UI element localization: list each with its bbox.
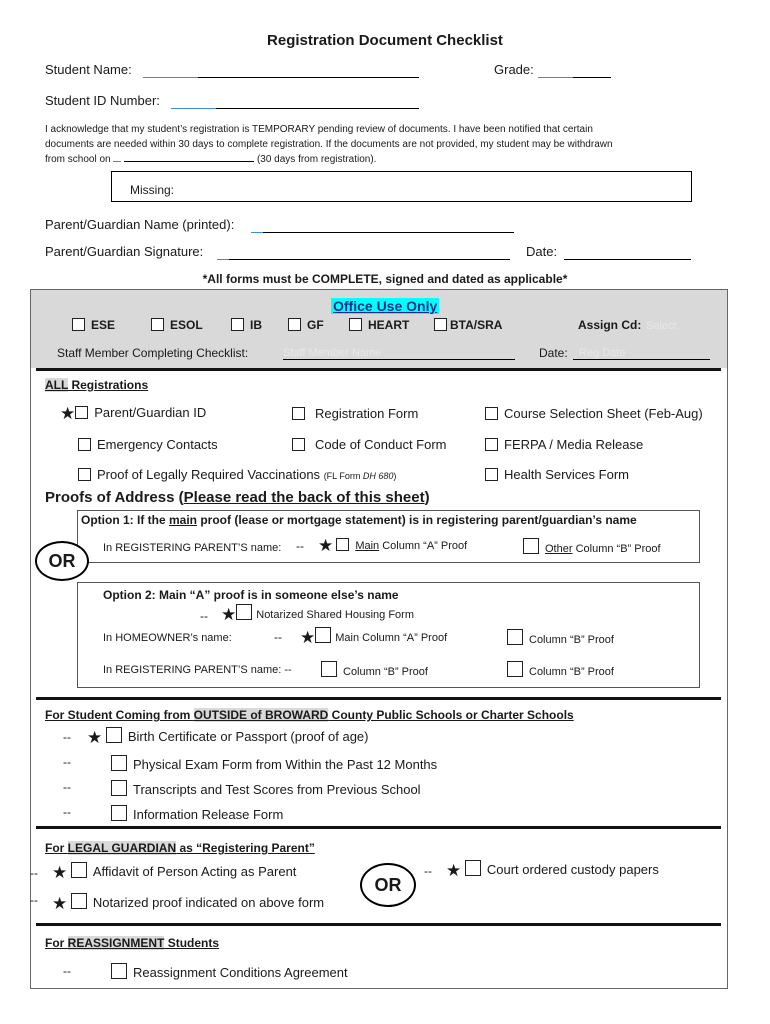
- checkbox[interactable]: [75, 406, 88, 419]
- office-check-ese[interactable]: [72, 317, 115, 332]
- checkbox[interactable]: [78, 468, 91, 481]
- acknowledge-line-1: I acknowledge that my student’s registration is TEMPORARY pending review of documents. I have been notified that certain: [45, 124, 593, 135]
- outside-broward-heading: For Student Coming from OUTSIDE of BROWARD County Public Schools or Charter Schools: [45, 708, 574, 722]
- check-reassignment[interactable]: [111, 963, 348, 980]
- checkbox[interactable]: [71, 862, 87, 878]
- checkbox[interactable]: [507, 629, 523, 645]
- star-icon: ★: [87, 728, 103, 747]
- checkbox[interactable]: [78, 438, 91, 451]
- star-icon: ★: [52, 863, 68, 882]
- grade-label: Grade:: [494, 62, 534, 77]
- dash: --: [424, 864, 432, 878]
- student-id-line: [216, 108, 419, 109]
- item-label: Proof of Legally Required Vaccinations: [97, 467, 321, 482]
- check-info-release[interactable]: [111, 805, 283, 822]
- item-label: Column “B” Proof: [343, 666, 428, 678]
- item-label: Registration Form: [315, 406, 419, 421]
- dash: --: [63, 964, 71, 978]
- section-divider: [36, 826, 721, 829]
- star-icon: ★: [318, 536, 334, 555]
- item-label: Column “B” Proof: [529, 666, 614, 678]
- acknowledge-line-2: documents are needed within 30 days to complete registration. If the documents are not provided, my student may be withdrawn: [45, 139, 613, 150]
- checkbox[interactable]: [485, 438, 498, 451]
- dash: --: [274, 630, 282, 644]
- item-label: Health Services Form: [504, 467, 629, 482]
- checkbox[interactable]: [231, 318, 244, 331]
- heading-highlight: ALL: [45, 378, 69, 392]
- star-icon: ★: [60, 404, 76, 423]
- item-label: FERPA / Media Release: [504, 437, 644, 452]
- staff-member-label: Staff Member Completing Checklist:: [57, 346, 249, 360]
- office-use-title: Office Use Only: [333, 298, 438, 314]
- reg-parent-label: In REGISTERING PARENT’S name: --: [103, 664, 292, 676]
- homeowner-label: In HOMEOWNER’s name:: [103, 632, 232, 644]
- check-affidavit[interactable]: [52, 862, 296, 883]
- vaccination-form-note: (FL Form DH 680): [323, 471, 397, 481]
- check-reg-parent-col-b[interactable]: [321, 661, 428, 678]
- item-label: Emergency Contacts: [97, 437, 218, 452]
- heading-text: Registrations: [68, 378, 149, 392]
- or-badge: OR: [35, 541, 89, 581]
- item-label: Birth Certificate or Passport (proof of age): [127, 729, 369, 744]
- checkbox[interactable]: [111, 963, 127, 979]
- office-check-ib[interactable]: [231, 317, 262, 332]
- item-label: Affidavit of Person Acting as Parent: [92, 864, 297, 879]
- proofs-of-address-heading: Proofs of Address (Please read the back of this sheet): [45, 489, 430, 506]
- check-option-1-main[interactable]: ★ Main Column “A” Proof: [318, 536, 468, 555]
- student-id-field[interactable]: [171, 108, 216, 109]
- checkbox-label: BTA/SRA: [450, 318, 503, 332]
- checkbox[interactable]: [292, 438, 305, 451]
- parent-signature-label: Parent/Guardian Signature:: [45, 244, 204, 259]
- checkbox[interactable]: [507, 661, 523, 677]
- staff-member-field[interactable]: Staff Member Name: [283, 347, 515, 360]
- item-label: Column “B” Proof: [529, 634, 614, 646]
- check-homeowner-main-a[interactable]: [300, 627, 447, 648]
- parent-signature-field[interactable]: [217, 259, 229, 260]
- item-label: Information Release Form: [133, 807, 284, 822]
- missing-box[interactable]: [111, 171, 692, 202]
- reassignment-heading: For REASSIGNMENT Students: [45, 936, 220, 950]
- checkbox-label: HEART: [368, 318, 410, 332]
- check-vaccinations[interactable]: [78, 467, 396, 482]
- check-notarized-housing[interactable]: [221, 604, 414, 625]
- item-label: Notarized Shared Housing Form: [256, 609, 414, 621]
- all-registrations-heading: [45, 378, 148, 392]
- student-name-line: [198, 77, 419, 78]
- item-label: Reassignment Conditions Agreement: [133, 965, 348, 980]
- acknowledge-30-days-text: (30 days from registration).: [256, 154, 377, 165]
- student-name-field[interactable]: [143, 77, 198, 78]
- item-label: Course Selection Sheet (Feb-Aug): [504, 406, 703, 421]
- legal-guardian-heading: For LEGAL GUARDIAN as “Registering Parent”: [45, 841, 315, 855]
- office-check-gf[interactable]: [288, 317, 324, 332]
- item-label: Physical Exam Form from Within the Past 12 Months: [133, 757, 438, 772]
- check-court-custody[interactable]: [446, 860, 659, 881]
- checkbox[interactable]: [336, 538, 349, 551]
- item-label: Code of Conduct Form: [315, 437, 447, 452]
- checkbox-label: IB: [250, 318, 262, 332]
- or-badge: OR: [360, 863, 416, 907]
- student-name-label: Student Name:: [45, 62, 132, 77]
- checkbox[interactable]: [72, 318, 85, 331]
- acknowledge-line-3: [45, 154, 376, 165]
- option-1-reg-parent-label: In REGISTERING PARENT’S name:: [103, 542, 282, 554]
- star-icon: ★: [52, 894, 68, 913]
- checkbox[interactable]: [321, 661, 337, 677]
- grade-line: [573, 77, 611, 78]
- check-physical-exam[interactable]: [111, 755, 437, 772]
- check-option-1-other[interactable]: Other Column “B” Proof: [523, 538, 661, 555]
- office-check-bta-sra[interactable]: [434, 317, 502, 332]
- checkbox[interactable]: [434, 318, 447, 331]
- checkbox[interactable]: [111, 755, 127, 771]
- missing-label: Missing:: [130, 183, 175, 197]
- office-date-field[interactable]: Reg Date: [573, 347, 710, 360]
- page-title: Registration Document Checklist: [267, 32, 503, 49]
- check-notarized-proof[interactable]: [52, 893, 324, 914]
- office-check-esol[interactable]: [151, 317, 203, 332]
- checkbox[interactable]: [523, 538, 539, 554]
- item-label: Transcripts and Test Scores from Previous School: [133, 782, 421, 797]
- check-parent-guardian-id[interactable]: [60, 404, 206, 424]
- checkbox[interactable]: [236, 604, 252, 620]
- dash: --: [30, 866, 38, 880]
- signature-date-field[interactable]: [564, 259, 691, 260]
- checkbox[interactable]: [151, 318, 164, 331]
- checkbox[interactable]: [71, 893, 87, 909]
- checkbox[interactable]: [111, 780, 127, 796]
- checkbox[interactable]: [349, 318, 362, 331]
- section-divider: [36, 368, 721, 371]
- assign-cd-label: Assign Cd:: [578, 318, 642, 332]
- item-label: Parent/Guardian ID: [94, 405, 207, 420]
- check-homeowner-col-b[interactable]: [507, 629, 614, 646]
- check-emergency-contacts[interactable]: [78, 437, 218, 452]
- checkbox[interactable]: [292, 407, 305, 420]
- checkbox[interactable]: [485, 407, 498, 420]
- dash: --: [63, 805, 71, 819]
- dash: --: [30, 893, 38, 907]
- dash: --: [63, 755, 71, 769]
- option-2-title: Option 2: Main “A” proof is in someone else’s name: [103, 588, 399, 602]
- office-date-label: Date:: [539, 346, 568, 360]
- option-1-title: Option 1: If the main proof (lease or mortgage statement) is in registering parent/guardian’s name: [81, 513, 637, 527]
- checkbox[interactable]: [485, 468, 498, 481]
- item-label: Notarized proof indicated on above form: [92, 895, 325, 910]
- grade-field[interactable]: [538, 77, 573, 78]
- star-icon: ★: [446, 861, 462, 880]
- dash: --: [63, 730, 71, 744]
- parent-name-line: [263, 232, 514, 233]
- dash: --: [296, 539, 304, 553]
- check-transcripts[interactable]: [111, 780, 421, 797]
- parent-name-label: Parent/Guardian Name (printed):: [45, 217, 235, 232]
- office-check-heart[interactable]: [349, 317, 409, 332]
- checkbox[interactable]: [111, 805, 127, 821]
- checkbox[interactable]: [288, 318, 301, 331]
- check-code-of-conduct[interactable]: [292, 437, 447, 452]
- star-icon: ★: [221, 605, 237, 624]
- signature-date-label: Date:: [526, 244, 558, 259]
- parent-signature-line: [229, 259, 510, 260]
- checkbox-label: ESOL: [170, 318, 203, 332]
- student-id-label: Student ID Number:: [45, 93, 160, 108]
- acknowledge-from-text: from school on: [45, 154, 111, 165]
- check-course-selection[interactable]: [485, 406, 703, 421]
- check-birth-certificate[interactable]: [87, 727, 368, 748]
- section-divider: [36, 697, 721, 700]
- checkbox[interactable]: [315, 627, 331, 643]
- dash: --: [63, 780, 71, 794]
- withdraw-date-field[interactable]: [113, 161, 121, 162]
- checkbox-label: ESE: [91, 318, 116, 332]
- withdraw-date-line: [124, 161, 254, 162]
- checkbox[interactable]: [465, 860, 481, 876]
- check-ferpa[interactable]: [485, 437, 643, 452]
- section-divider: [36, 923, 721, 926]
- item-label: Court ordered custody papers: [486, 862, 659, 877]
- complete-note: *All forms must be COMPLETE, signed and dated as applicable*: [202, 272, 568, 286]
- assign-cd-select[interactable]: Select: [646, 320, 677, 332]
- check-registration-form[interactable]: [292, 406, 418, 421]
- checkbox[interactable]: [106, 727, 122, 743]
- check-reg-parent-col-b-2[interactable]: [507, 661, 614, 678]
- star-icon: ★: [300, 628, 316, 647]
- dash: --: [200, 609, 208, 623]
- parent-name-field[interactable]: [251, 232, 263, 233]
- checkbox-label: GF: [307, 318, 324, 332]
- check-health-services[interactable]: [485, 467, 629, 482]
- item-label: Main Column “A” Proof: [335, 632, 448, 644]
